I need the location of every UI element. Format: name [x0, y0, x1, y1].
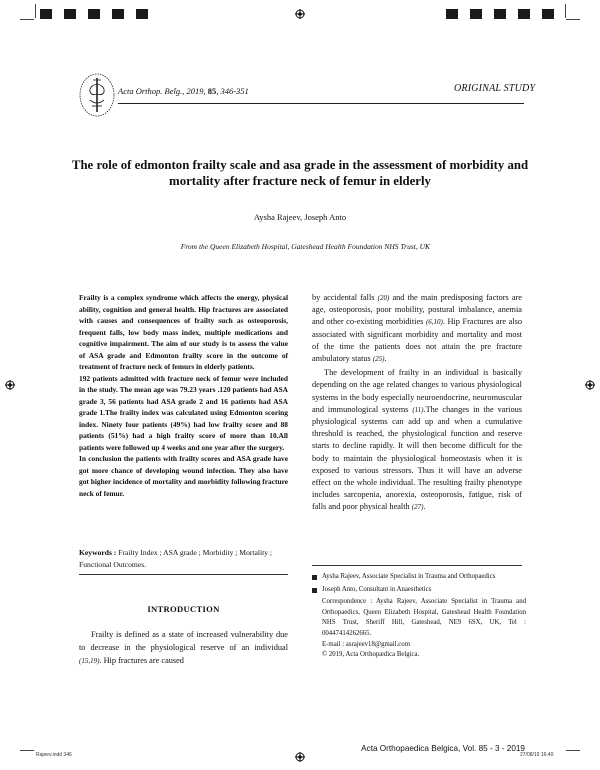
- checker-swatch: [494, 9, 506, 19]
- print-slug-right: 27/08/19 16:40: [520, 752, 554, 758]
- keywords-text: Frailty Index ; ASA grade ; Morbidity ; Mortality ; Functional Outcomes.: [79, 548, 273, 569]
- checker-swatch: [124, 9, 136, 19]
- registration-mark-icon: [295, 9, 305, 19]
- checker-swatch: [40, 9, 52, 19]
- citation-ref: (27): [411, 503, 424, 512]
- body-paragraph: [312, 292, 522, 365]
- checker-swatch: [542, 9, 554, 19]
- checker-swatch: [88, 9, 100, 19]
- body-text: . Hip Fractures are also associated with significant morbidity and mortality and most of the time the patients does not attain the pre fracture ambulatory status: [312, 317, 522, 364]
- body-text: .: [423, 502, 426, 512]
- checker-swatch: [112, 9, 124, 19]
- footnote-text: Joseph Anto, Consultant in Anaesthetics: [322, 585, 432, 593]
- affiliation: From the Queen Elizabeth Hospital, Gateshead Health Foundation NHS Trust, UK: [180, 242, 430, 251]
- registration-mark-icon: [5, 380, 15, 390]
- journal-name: Acta Orthop. Belg.: [118, 86, 183, 96]
- intro-text: . Hip fractures are caused: [99, 656, 184, 665]
- article-type: ORIGINAL STUDY: [454, 83, 536, 94]
- checker-swatch: [530, 9, 542, 19]
- checker-swatch: [52, 9, 64, 19]
- crop-mark-bottom-right: [566, 750, 580, 751]
- journal-logo-icon: [78, 72, 116, 118]
- citation-ref: (20): [377, 294, 390, 302]
- author-list: Aysha Rajeev, Joseph Anto: [253, 212, 347, 222]
- body-right-column: [312, 292, 522, 514]
- square-bullet-icon: [312, 585, 322, 598]
- citation-ref: (15,19): [79, 657, 100, 665]
- body-text: by accidental falls: [312, 293, 378, 302]
- crop-mark-bottom-left: [20, 750, 34, 751]
- citation-year: , 2019,: [182, 86, 208, 96]
- color-checker-left: [40, 9, 148, 19]
- checker-swatch: [446, 9, 458, 19]
- copyright: © 2019, Acta Orthopædica Belgica.: [322, 651, 420, 659]
- checker-swatch: [458, 9, 470, 19]
- body-text: and the main predisposing factors are age, osteoporosis, poor mobility, postural imbalance, anemia and other co-existing morbidities: [312, 293, 522, 327]
- crop-mark-top-left-v: [35, 4, 36, 18]
- keywords-divider: [79, 574, 288, 575]
- volume-number: 85: [207, 86, 217, 96]
- footnotes: [312, 572, 526, 661]
- abstract-paragraph: Frailty is a complex syndrome which affects the energy, physical ability, cognition and general health. Hip fractures are associated with causes and consequences of frailty such as osteoporosis, frequent falls, low body mass index, multiple medications and cognitive impairment. The aim of our study is to assess the value of ASA grade and Edmonton frailty score in the outcome of treatment of fracture neck of femurs in elderly patients.: [79, 293, 288, 371]
- checker-swatch: [506, 9, 518, 19]
- checker-swatch: [136, 9, 148, 19]
- checker-swatch: [100, 9, 112, 19]
- journal-footer: Acta Orthopaedica Belgica, Vol. 85 - 3 - 2019: [361, 744, 525, 753]
- footnote-author: [312, 585, 526, 598]
- print-slug-left: Rajeev.indd 346: [36, 752, 72, 758]
- section-heading: INTRODUCTION: [147, 604, 220, 614]
- body-text: .: [384, 354, 387, 364]
- crop-mark-top-right-v: [565, 4, 566, 18]
- abstract: [79, 292, 288, 499]
- body-text: The development of frailty in an individual is basically depending on the age related changes to various physiological systems in the body especially neuroendocrine, neuromuscular and immunological systems: [312, 368, 522, 414]
- intro-text: Frailty is defined as a state of increased vulnerability due to decrease in the physiological reserve of an individual: [79, 630, 288, 652]
- citation-ref: (6,10): [425, 318, 443, 327]
- crop-mark-top-left: [20, 19, 34, 20]
- body-text: .The changes in the various physiological systems can add up and when a cumulative threshold is reached, the physiological function and reserve starts to decline rapidly. It will then become difficult for the body to maintain the physiological homeostasis when it is exposed to various stressors. Thus it will have an adverse effect on the whole individual. The resulting frailty phenotype includes sarcopenia, anorexia, osteoporosis, fatigue, risk of falls and poor physical health: [312, 404, 522, 512]
- abstract-paragraph: 192 patients admitted with fracture neck of femur were included in the study. The mean age was 79.23 years .120 patients had ASA grade 3, 56 patients had ASA grade 2 and 16 patients had ASA grade 1.The frailty index was calculated using Edmonton scoring index. Ninety four patients (49%) had low frailty score and 88 patients (51%) had a high frailty score of more than 10.All patients were followed up 4 weeks and one year after the surgery.: [79, 373, 288, 452]
- footnote-text: Aysha Rajeev, Associate Specialist in Trauma and Orthopaedics: [322, 573, 496, 580]
- crop-mark-top-right: [566, 19, 580, 20]
- citation-ref: (25): [372, 355, 385, 364]
- keywords-label: Keywords :: [79, 548, 117, 557]
- checker-swatch: [64, 9, 76, 19]
- body-paragraph: [312, 367, 522, 513]
- abstract-paragraph: In conclusion the patients with frailty scores and ASA grade have got more chance of developing wound infection. They also have got higher incidence of mortality and morbidity following fracture neck of femur.: [79, 454, 288, 498]
- registration-mark-icon: [585, 380, 595, 390]
- footnote-author: [312, 572, 526, 585]
- citation-ref: (11): [412, 405, 424, 414]
- page-range: , 346-351: [216, 86, 249, 96]
- checker-swatch: [470, 9, 482, 19]
- color-checker-right: [446, 9, 554, 19]
- checker-swatch: [76, 9, 88, 19]
- registration-mark-icon: [295, 752, 305, 762]
- checker-swatch: [518, 9, 530, 19]
- journal-citation: [118, 86, 249, 96]
- article-title: The role of edmonton frailty scale and asa grade in the assessment of morbidity and mortality after fracture neck of femur in elderly: [71, 158, 529, 188]
- square-bullet-icon: [312, 572, 322, 585]
- email: E-mail : asrajeev18@gmail.com: [322, 640, 410, 648]
- header-divider: [118, 103, 524, 104]
- introduction-paragraph: [79, 628, 288, 668]
- keywords: [79, 547, 288, 570]
- correspondence: Correspondence : Aysha Rajeev, Associate Specialist in Trauma and Orthopaedics, Queen Elizabeth Hospital, Gateshead Health Foundation NHS Trust, Sheriff Hill, Gateshead, NE9 6SX, UK, Tel : 00447414262665.: [322, 598, 526, 637]
- footnote-divider: [312, 565, 522, 566]
- checker-swatch: [482, 9, 494, 19]
